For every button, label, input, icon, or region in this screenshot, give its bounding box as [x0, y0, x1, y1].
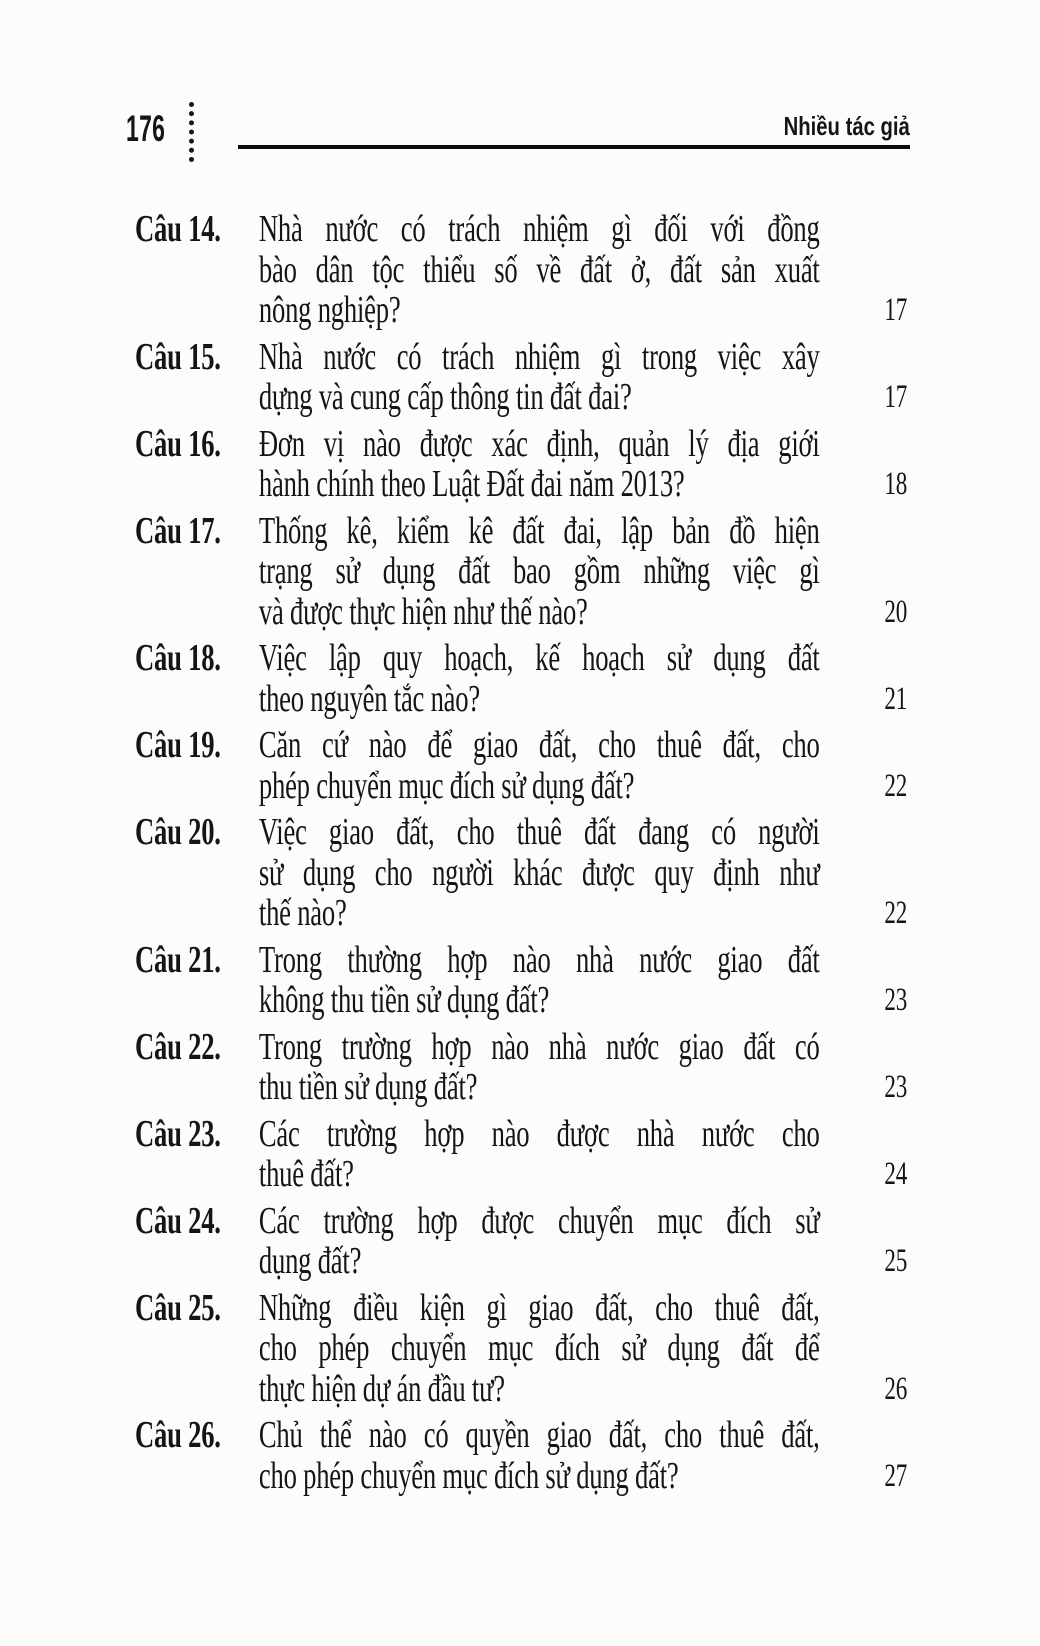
question-lines [259, 1027, 820, 1108]
question-lines [259, 1288, 820, 1410]
toc-entry [135, 209, 907, 331]
question-line: hành chính theo Luật Đất đai năm 2013? [258, 463, 685, 505]
question-line: Việc lập quy hoạch, kế hoạch sử dụng đất [258, 637, 820, 679]
question-line: Chủ thể nào có quyền giao đất, cho thuê đất, [258, 1414, 820, 1456]
toc-entry [135, 1288, 907, 1410]
question-lines [259, 511, 820, 633]
question-line: thuê đất? [258, 1153, 354, 1195]
toc-entry [135, 337, 907, 418]
page-ref: 22 [884, 895, 908, 931]
question-lines [259, 1114, 820, 1195]
question-line: Nhà nước có trách nhiệm gì đối với đồng [258, 208, 820, 250]
toc-entry [135, 1415, 907, 1496]
question-label: Câu 22. [135, 1025, 221, 1068]
question-lines [259, 1415, 820, 1496]
page-ref: 17 [884, 292, 908, 328]
question-lines [259, 940, 820, 1021]
toc-entry [135, 424, 907, 505]
question-label: Câu 19. [135, 724, 221, 766]
question-lines [259, 209, 820, 331]
toc-entry [135, 511, 907, 633]
question-line: dựng và cung cấp thông tin đất đai? [258, 376, 632, 418]
question-line: Các trường hợp được chuyển mục đích sử [258, 1199, 820, 1242]
question-line: và được thực hiện như thế nào? [258, 590, 588, 633]
question-line: bào dân tộc thiểu số về đất ở, đất sản xuất [258, 248, 820, 291]
page-ref: 23 [884, 1069, 908, 1105]
toc-entry [135, 940, 907, 1021]
question-lines [259, 812, 820, 934]
question-label: Câu 16. [135, 422, 221, 465]
question-label: Câu 15. [135, 335, 221, 378]
question-line: theo nguyên tắc nào? [258, 677, 480, 720]
page-ref: 24 [884, 1156, 908, 1192]
question-line: cho phép chuyển mục đích sử dụng đất? [258, 1454, 679, 1497]
question-line: Căn cứ nào để giao đất, cho thuê đất, cho [258, 724, 820, 766]
question-label: Câu 17. [135, 509, 221, 552]
page-ref: 21 [884, 680, 908, 717]
header-rule [238, 145, 910, 149]
question-label: Câu 25. [135, 1286, 221, 1329]
question-lines [259, 638, 820, 719]
question-line: phép chuyển mục đích sử dụng đất? [258, 764, 635, 807]
page-ref: 27 [884, 1457, 908, 1494]
question-lines [259, 725, 820, 806]
question-line: Các trường hợp nào được nhà nước cho [258, 1112, 820, 1155]
question-lines [259, 1201, 820, 1282]
question-label: Câu 21. [135, 938, 221, 981]
question-line: Thống kê, kiểm kê đất đai, lập bản đồ hiện [258, 509, 820, 552]
question-line: Trong thường hợp nào nhà nước giao đất [258, 938, 820, 981]
page-ref: 26 [884, 1370, 908, 1407]
running-title: Nhiều tác giả [783, 111, 910, 141]
question-line: nông nghiệp? [258, 289, 401, 331]
page-number: 176 [126, 108, 166, 149]
question-line: Những điều kiện gì giao đất, cho thuê đất, [258, 1286, 820, 1329]
toc-entry [135, 1027, 907, 1108]
page-ref: 18 [884, 466, 908, 502]
question-label: Câu 26. [135, 1414, 221, 1456]
page-ref: 20 [884, 593, 908, 630]
question-line: Nhà nước có trách nhiệm gì trong việc xây [258, 335, 820, 378]
question-label: Câu 18. [135, 637, 221, 679]
question-line: trạng sử dụng đất bao gồm những việc gì [258, 550, 820, 592]
toc-entry [135, 725, 907, 806]
question-label: Câu 20. [135, 811, 221, 853]
page-ref: 23 [884, 982, 908, 1018]
question-line: thế nào? [258, 892, 347, 934]
toc-entry [135, 638, 907, 719]
dotted-ornament [189, 102, 194, 162]
question-label: Câu 14. [135, 208, 221, 250]
question-label: Câu 24. [135, 1199, 221, 1242]
question-line: Việc giao đất, cho thuê đất đang có người [258, 811, 820, 853]
question-lines [259, 337, 820, 418]
toc-entry [135, 812, 907, 934]
question-line: thực hiện dự án đầu tư? [258, 1367, 505, 1410]
question-line: không thu tiền sử dụng đất? [258, 979, 550, 1021]
question-line: Đơn vị nào được xác định, quản lý địa giới [258, 422, 820, 465]
question-line: thu tiền sử dụng đất? [258, 1066, 478, 1108]
question-line: cho phép chuyển mục đích sử dụng đất để [258, 1327, 820, 1369]
page-ref: 25 [884, 1243, 908, 1279]
question-lines [259, 424, 820, 505]
question-label: Câu 23. [135, 1112, 221, 1155]
toc-entry [135, 1114, 907, 1195]
question-line: dụng đất? [258, 1240, 362, 1282]
table-of-contents [135, 209, 907, 1502]
page-ref: 22 [884, 767, 908, 804]
question-line: Trong trường hợp nào nhà nước giao đất có [258, 1025, 820, 1068]
question-line: sử dụng cho người khác được quy định như [258, 851, 820, 894]
toc-entry [135, 1201, 907, 1282]
page-ref: 17 [884, 379, 908, 415]
